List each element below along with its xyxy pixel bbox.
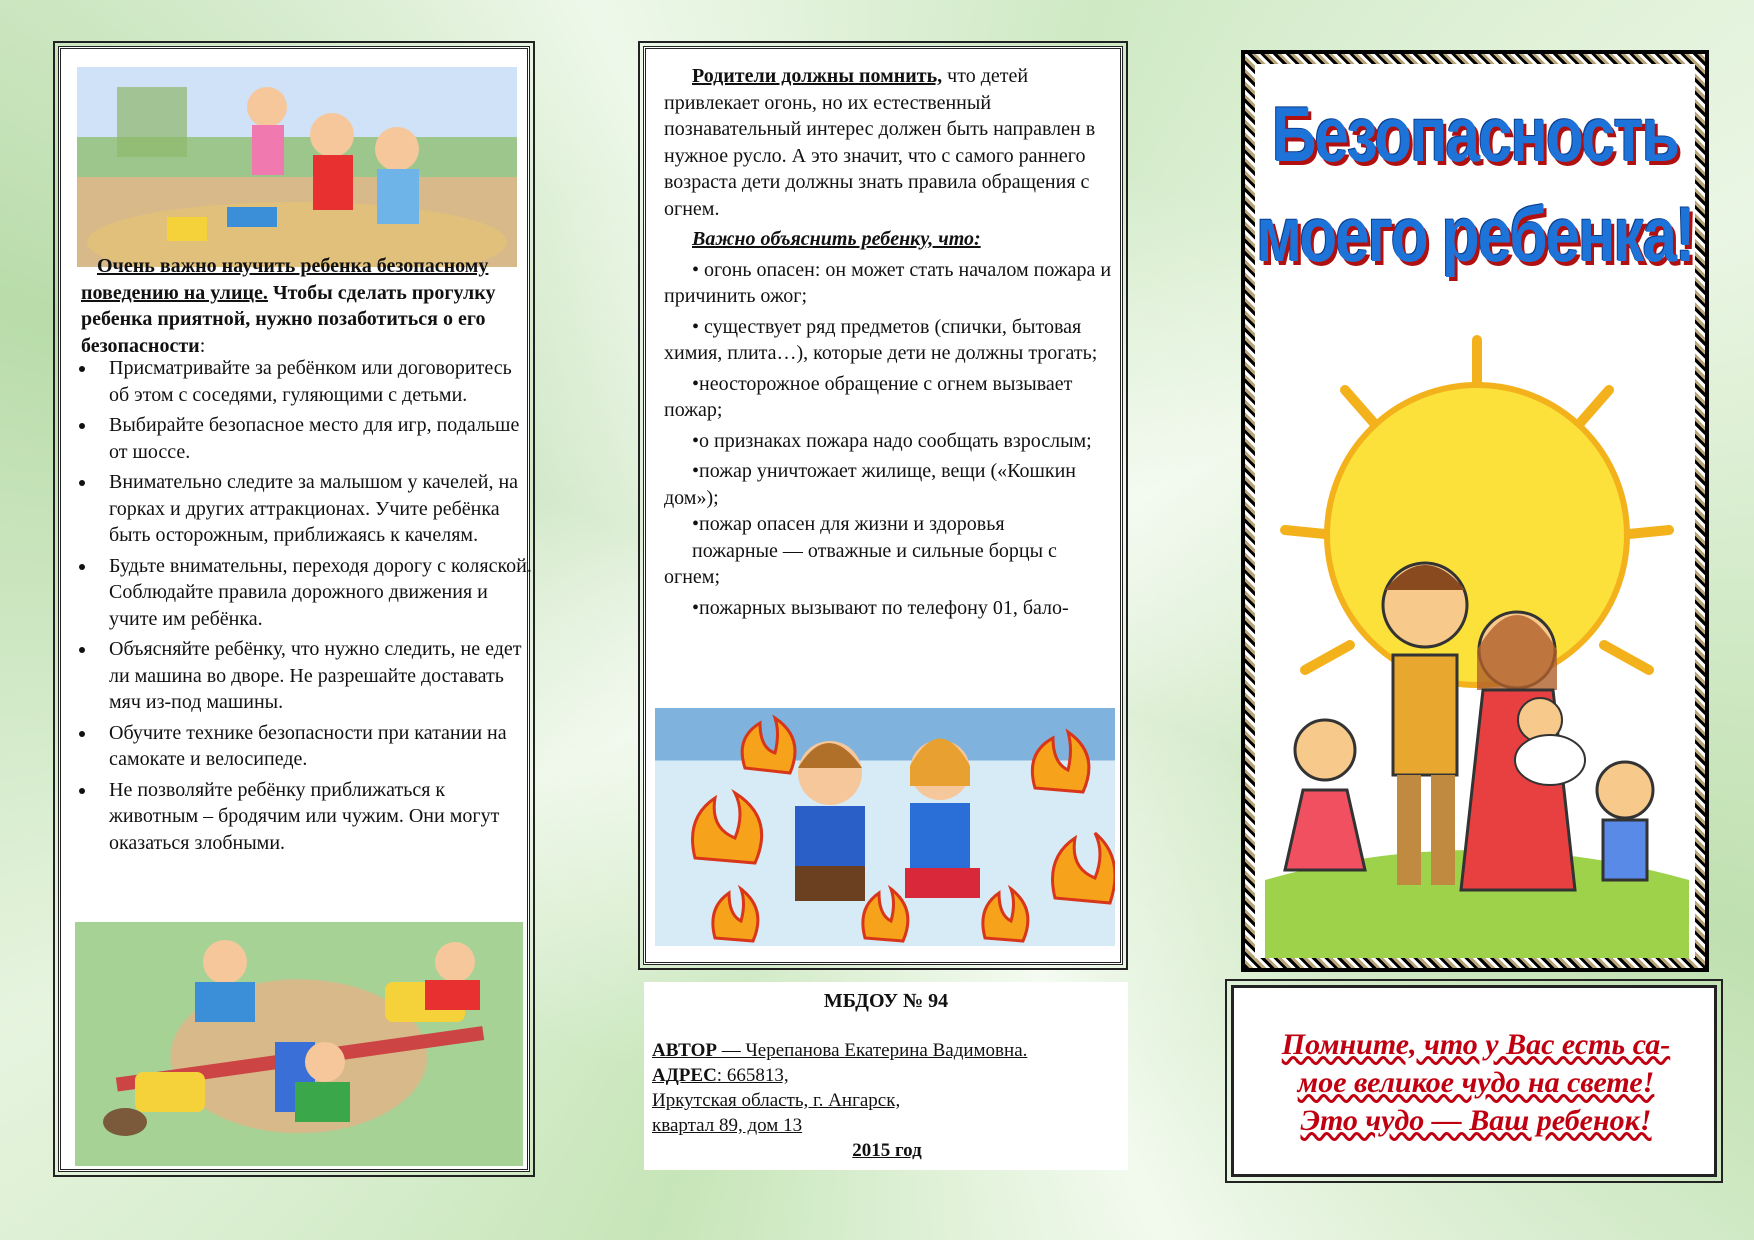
org-name: МБДОУ № 94 xyxy=(823,990,949,1012)
year: 2015 год xyxy=(852,1140,922,1161)
middle-panel xyxy=(643,46,1123,965)
author-name: — Черепанова Екатерина Вадимовна. xyxy=(716,1040,1028,1061)
list-item: • Объясняйте ребёнку, что нужно следить, не едет ли машина во дворе. Не разрешайте доставать мяч из-под машины. xyxy=(97,636,535,716)
children-fire-illustration xyxy=(655,708,1115,946)
list-item: •пожар опасен для жизни и здоровья xyxy=(692,513,1005,535)
intro-paragraph: Очень важно научить ребенка безопасному поведению на улице. Чтобы сделать прогулку ребенка приятной, нужно позаботиться о его безопасности: xyxy=(81,255,496,357)
list-item: • Внимательно следите за малышом у качелей, на горках и других аттракционах. Учите ребёнка быть осторожным, приближаясь к качелям. xyxy=(97,469,535,549)
list-item: • Выбирайте безопасное место для игр, подальше от шоссе. xyxy=(97,412,535,465)
address-line: Иркутская область, г. Ангарск, xyxy=(652,1090,901,1111)
explain-heading: Важно объяснить ребенку, что: xyxy=(692,228,981,250)
list-item: • Будьте внимательны, переходя дорогу с коляской. Соблюдайте правила дорожного движения и учите им ребёнка. xyxy=(97,553,535,633)
family-sun-illustration xyxy=(1265,320,1689,958)
cover-inner xyxy=(1255,64,1695,958)
info-box xyxy=(644,982,1128,1170)
street-safety-list xyxy=(75,355,535,860)
cover-title-line2: моего ребенка! xyxy=(1256,192,1694,279)
lead-paragraph: Родители должны помнить, что детей привлекает огонь, но их естественный познавательный интерес должен быть направлен в нужное русло. А это значит, что с самого раннего возраста дети должны знать правила обращения с огнем. xyxy=(664,65,1096,220)
list-item: • огонь опасен: он может стать началом пожара и причинить ожог; xyxy=(664,258,1112,307)
address-index: : 665813, xyxy=(716,1065,789,1086)
cover-panel xyxy=(1241,50,1709,972)
message-panel xyxy=(1231,985,1717,1177)
author-label: АВТОР xyxy=(652,1040,717,1061)
list-item: пожарные — отважные и сильные борцы с огнем; xyxy=(664,539,1057,588)
address-line: квартал 89, дом 13 xyxy=(652,1115,803,1136)
fire-safety-text xyxy=(664,63,1112,625)
list-item: • существует ряд предметов (спички, бытовая химия, плита…), которые дети не должны трогать; xyxy=(664,315,1098,364)
list-item: • Обучите технике безопасности при катании на самокате и велосипеде. xyxy=(97,720,535,773)
children-sandbox-illustration xyxy=(77,67,517,267)
list-item: •пожарных вызывают по телефону 01, бало- xyxy=(692,596,1069,619)
list-item: • Присматривайте за ребёнком или договоритесь об этом с соседями, гуляющими с детьми. xyxy=(97,355,535,408)
cover-title-line1: Безопасность xyxy=(1271,92,1679,179)
address-label: АДРЕС xyxy=(652,1065,717,1086)
list-item: • Не позволяйте ребёнку приближаться к животным – бродячим или чужим. Они могут оказаться злобными. xyxy=(97,777,535,857)
author-address xyxy=(652,1038,1122,1163)
intro-underlined: Очень важно научить ребенка безопасному поведению на улице. xyxy=(81,255,489,304)
closing-message: Помните, что у Вас есть са- мое великое чудо на свете! Это чудо — Ваш ребенок! xyxy=(1281,1028,1671,1137)
left-panel xyxy=(58,46,530,1172)
intro-bold: Чтобы сделать прогулку ребенка приятной, нужно позаботиться о его безопасности xyxy=(81,281,496,357)
list-item: •неосторожное обращение с огнем вызывает пожар; xyxy=(664,372,1073,421)
children-seesaw-illustration xyxy=(75,922,523,1166)
list-item: •о признаках пожара надо сообщать взрослым; xyxy=(692,429,1092,452)
list-item: •пожар уничтожает жилище, вещи («Кошкин дом»); xyxy=(664,460,1076,509)
